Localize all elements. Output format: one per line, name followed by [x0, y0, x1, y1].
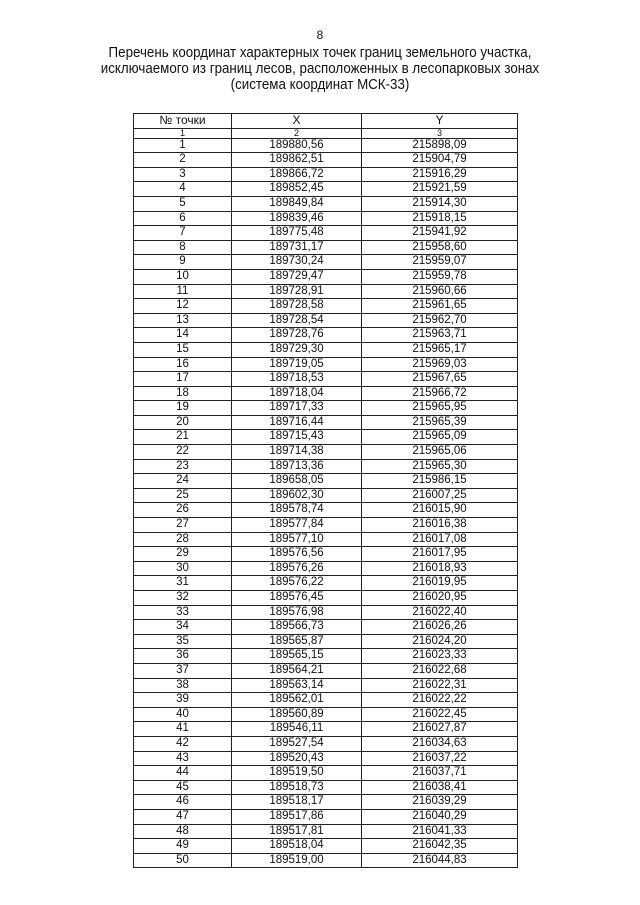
- index-cell: 3: [362, 128, 518, 138]
- x-coordinate-cell: 189728,91: [232, 284, 362, 299]
- point-number-cell: 42: [134, 736, 232, 751]
- point-number-cell: 15: [134, 342, 232, 357]
- x-coordinate-cell: 189519,50: [232, 766, 362, 781]
- point-number-cell: 25: [134, 488, 232, 503]
- point-number-cell: 20: [134, 415, 232, 430]
- point-number-cell: 3: [134, 167, 232, 182]
- table-row: [134, 328, 518, 343]
- x-coordinate-cell: 189578,74: [232, 503, 362, 518]
- point-number-cell: 32: [134, 591, 232, 606]
- table-row: [134, 751, 518, 766]
- y-coordinate-cell: 216038,41: [362, 780, 518, 795]
- x-coordinate-cell: 189560,89: [232, 707, 362, 722]
- point-number-cell: 16: [134, 357, 232, 372]
- table-row: [134, 240, 518, 255]
- table-row: [134, 474, 518, 489]
- table-row: [134, 591, 518, 606]
- table-row: [134, 693, 518, 708]
- y-coordinate-cell: 216039,29: [362, 795, 518, 810]
- x-coordinate-cell: 189576,45: [232, 591, 362, 606]
- point-number-cell: 19: [134, 401, 232, 416]
- y-coordinate-cell: 215959,07: [362, 255, 518, 270]
- table-row: [134, 620, 518, 635]
- point-number-cell: 23: [134, 459, 232, 474]
- table-row: [134, 809, 518, 824]
- table-row: [134, 853, 518, 868]
- table-row: [134, 634, 518, 649]
- y-coordinate-cell: 215967,65: [362, 372, 518, 387]
- table-row: [134, 313, 518, 328]
- x-coordinate-cell: 189714,38: [232, 445, 362, 460]
- x-coordinate-cell: 189713,36: [232, 459, 362, 474]
- point-number-cell: 13: [134, 313, 232, 328]
- point-number-cell: 5: [134, 196, 232, 211]
- x-coordinate-cell: 189518,17: [232, 795, 362, 810]
- y-coordinate-cell: 215965,06: [362, 445, 518, 460]
- y-coordinate-cell: 216022,22: [362, 693, 518, 708]
- point-number-cell: 27: [134, 518, 232, 533]
- table-row: [134, 415, 518, 430]
- point-number-cell: 45: [134, 780, 232, 795]
- y-coordinate-cell: 216007,25: [362, 488, 518, 503]
- point-number-cell: 36: [134, 649, 232, 664]
- x-coordinate-cell: 189716,44: [232, 415, 362, 430]
- point-number-cell: 30: [134, 561, 232, 576]
- table-row: [134, 386, 518, 401]
- point-number-cell: 4: [134, 182, 232, 197]
- y-coordinate-cell: 215965,30: [362, 459, 518, 474]
- x-coordinate-cell: 189519,00: [232, 853, 362, 868]
- point-number-cell: 50: [134, 853, 232, 868]
- y-coordinate-cell: 216022,68: [362, 663, 518, 678]
- x-coordinate-cell: 189729,47: [232, 269, 362, 284]
- y-coordinate-cell: 216015,90: [362, 503, 518, 518]
- x-coordinate-cell: 189728,58: [232, 299, 362, 314]
- title-line-1: Перечень координат характерных точек границ земельного участка,: [108, 45, 532, 61]
- y-coordinate-cell: 216037,22: [362, 751, 518, 766]
- x-coordinate-cell: 189866,72: [232, 167, 362, 182]
- table-row: [134, 503, 518, 518]
- table-row: [134, 795, 518, 810]
- table-row: [134, 372, 518, 387]
- y-coordinate-cell: 215914,30: [362, 196, 518, 211]
- x-coordinate-cell: 189715,43: [232, 430, 362, 445]
- y-coordinate-cell: 216024,20: [362, 634, 518, 649]
- table-row: [134, 342, 518, 357]
- title-line-2: исключаемого из границ лесов, расположенных в лесопарковых зонах: [100, 61, 540, 77]
- x-coordinate-cell: 189658,05: [232, 474, 362, 489]
- point-number-cell: 38: [134, 678, 232, 693]
- y-coordinate-cell: 215916,29: [362, 167, 518, 182]
- table-row: [134, 430, 518, 445]
- x-coordinate-cell: 189566,73: [232, 620, 362, 635]
- point-number-cell: 29: [134, 547, 232, 562]
- x-coordinate-cell: 189577,10: [232, 532, 362, 547]
- point-number-cell: 43: [134, 751, 232, 766]
- point-number-cell: 46: [134, 795, 232, 810]
- point-number-cell: 49: [134, 839, 232, 854]
- x-coordinate-cell: 189518,04: [232, 839, 362, 854]
- table-row: [134, 780, 518, 795]
- point-number-cell: 12: [134, 299, 232, 314]
- y-coordinate-cell: 216044,83: [362, 853, 518, 868]
- table-row: [134, 576, 518, 591]
- x-coordinate-cell: 189717,33: [232, 401, 362, 416]
- x-coordinate-cell: 189728,54: [232, 313, 362, 328]
- table-row: [134, 532, 518, 547]
- point-number-cell: 24: [134, 474, 232, 489]
- point-number-cell: 9: [134, 255, 232, 270]
- y-coordinate-cell: 215965,39: [362, 415, 518, 430]
- y-coordinate-cell: 216022,31: [362, 678, 518, 693]
- x-coordinate-cell: 189729,30: [232, 342, 362, 357]
- coordinates-table: [133, 113, 518, 868]
- x-coordinate-cell: 189562,01: [232, 693, 362, 708]
- title-line-3: (система координат МСК-33): [230, 77, 410, 93]
- y-coordinate-cell: 216016,38: [362, 518, 518, 533]
- point-number-cell: 34: [134, 620, 232, 635]
- x-coordinate-cell: 189730,24: [232, 255, 362, 270]
- y-coordinate-cell: 215959,78: [362, 269, 518, 284]
- y-coordinate-cell: 215941,92: [362, 226, 518, 241]
- table-row: [134, 663, 518, 678]
- y-coordinate-cell: 215960,66: [362, 284, 518, 299]
- index-cell: 1: [134, 128, 232, 138]
- point-number-cell: 40: [134, 707, 232, 722]
- table-header-row: [134, 114, 518, 129]
- point-number-cell: 41: [134, 722, 232, 737]
- table-row: [134, 707, 518, 722]
- table-row: [134, 518, 518, 533]
- table-row: [134, 401, 518, 416]
- x-coordinate-cell: 189577,84: [232, 518, 362, 533]
- point-number-cell: 6: [134, 211, 232, 226]
- x-coordinate-cell: 189602,30: [232, 488, 362, 503]
- table-row: [134, 153, 518, 168]
- point-number-cell: 31: [134, 576, 232, 591]
- y-coordinate-cell: 216042,35: [362, 839, 518, 854]
- x-coordinate-cell: 189719,05: [232, 357, 362, 372]
- x-coordinate-cell: 189520,43: [232, 751, 362, 766]
- y-coordinate-cell: 215986,15: [362, 474, 518, 489]
- x-coordinate-cell: 189564,21: [232, 663, 362, 678]
- point-number-cell: 7: [134, 226, 232, 241]
- table-row: [134, 736, 518, 751]
- y-coordinate-cell: 215965,95: [362, 401, 518, 416]
- index-cell: 2: [232, 128, 362, 138]
- point-number-cell: 10: [134, 269, 232, 284]
- x-coordinate-cell: 189517,81: [232, 824, 362, 839]
- x-coordinate-cell: 189576,26: [232, 561, 362, 576]
- header-x: X: [232, 114, 362, 129]
- y-coordinate-cell: 216018,93: [362, 561, 518, 576]
- table-row: [134, 649, 518, 664]
- point-number-cell: 39: [134, 693, 232, 708]
- point-number-cell: 28: [134, 532, 232, 547]
- y-coordinate-cell: 216041,33: [362, 824, 518, 839]
- y-coordinate-cell: 216020,95: [362, 591, 518, 606]
- table-row: [134, 445, 518, 460]
- point-number-cell: 14: [134, 328, 232, 343]
- x-coordinate-cell: 189563,14: [232, 678, 362, 693]
- header-y: Y: [362, 114, 518, 129]
- x-coordinate-cell: 189839,46: [232, 211, 362, 226]
- table-row: [134, 547, 518, 562]
- x-coordinate-cell: 189546,11: [232, 722, 362, 737]
- x-coordinate-cell: 189565,87: [232, 634, 362, 649]
- header-point-number: № точки: [134, 114, 232, 129]
- table-row: [134, 167, 518, 182]
- point-number-cell: 22: [134, 445, 232, 460]
- x-coordinate-cell: 189576,22: [232, 576, 362, 591]
- y-coordinate-cell: 216017,95: [362, 547, 518, 562]
- x-coordinate-cell: 189718,53: [232, 372, 362, 387]
- point-number-cell: 48: [134, 824, 232, 839]
- y-coordinate-cell: 215962,70: [362, 313, 518, 328]
- table-row: [134, 824, 518, 839]
- point-number-cell: 33: [134, 605, 232, 620]
- table-row: [134, 561, 518, 576]
- table-body: [134, 138, 518, 868]
- point-number-cell: 8: [134, 240, 232, 255]
- page-number: 8: [316, 28, 324, 42]
- y-coordinate-cell: 215961,65: [362, 299, 518, 314]
- y-coordinate-cell: 216022,45: [362, 707, 518, 722]
- y-coordinate-cell: 215965,09: [362, 430, 518, 445]
- table-row: [134, 605, 518, 620]
- point-number-cell: 18: [134, 386, 232, 401]
- x-coordinate-cell: 189731,17: [232, 240, 362, 255]
- table-index-row: [134, 128, 518, 138]
- table-row: [134, 182, 518, 197]
- table-row: [134, 299, 518, 314]
- table-row: [134, 357, 518, 372]
- x-coordinate-cell: 189576,98: [232, 605, 362, 620]
- y-coordinate-cell: 216026,26: [362, 620, 518, 635]
- point-number-cell: 44: [134, 766, 232, 781]
- y-coordinate-cell: 216022,40: [362, 605, 518, 620]
- x-coordinate-cell: 189862,51: [232, 153, 362, 168]
- table-row: [134, 138, 518, 153]
- y-coordinate-cell: 216017,08: [362, 532, 518, 547]
- y-coordinate-cell: 215963,71: [362, 328, 518, 343]
- y-coordinate-cell: 216019,95: [362, 576, 518, 591]
- table-row: [134, 269, 518, 284]
- y-coordinate-cell: 216040,29: [362, 809, 518, 824]
- y-coordinate-cell: 215898,09: [362, 138, 518, 153]
- x-coordinate-cell: 189880,56: [232, 138, 362, 153]
- y-coordinate-cell: 215969,03: [362, 357, 518, 372]
- point-number-cell: 35: [134, 634, 232, 649]
- y-coordinate-cell: 215965,17: [362, 342, 518, 357]
- y-coordinate-cell: 216023,33: [362, 649, 518, 664]
- y-coordinate-cell: 216034,63: [362, 736, 518, 751]
- table-row: [134, 488, 518, 503]
- table-row: [134, 722, 518, 737]
- point-number-cell: 37: [134, 663, 232, 678]
- y-coordinate-cell: 215904,79: [362, 153, 518, 168]
- table-row: [134, 226, 518, 241]
- point-number-cell: 47: [134, 809, 232, 824]
- x-coordinate-cell: 189852,45: [232, 182, 362, 197]
- y-coordinate-cell: 215918,15: [362, 211, 518, 226]
- table-row: [134, 459, 518, 474]
- y-coordinate-cell: 215921,59: [362, 182, 518, 197]
- table-row: [134, 766, 518, 781]
- point-number-cell: 26: [134, 503, 232, 518]
- table-row: [134, 196, 518, 211]
- x-coordinate-cell: 189728,76: [232, 328, 362, 343]
- table-row: [134, 839, 518, 854]
- y-coordinate-cell: 216027,87: [362, 722, 518, 737]
- y-coordinate-cell: 215966,72: [362, 386, 518, 401]
- y-coordinate-cell: 215958,60: [362, 240, 518, 255]
- x-coordinate-cell: 189527,54: [232, 736, 362, 751]
- table-row: [134, 211, 518, 226]
- x-coordinate-cell: 189775,48: [232, 226, 362, 241]
- table-row: [134, 255, 518, 270]
- point-number-cell: 1: [134, 138, 232, 153]
- point-number-cell: 11: [134, 284, 232, 299]
- table-row: [134, 284, 518, 299]
- point-number-cell: 21: [134, 430, 232, 445]
- x-coordinate-cell: 189576,56: [232, 547, 362, 562]
- x-coordinate-cell: 189518,73: [232, 780, 362, 795]
- document-title: [81, 45, 559, 93]
- x-coordinate-cell: 189517,86: [232, 809, 362, 824]
- y-coordinate-cell: 216037,71: [362, 766, 518, 781]
- table-row: [134, 678, 518, 693]
- x-coordinate-cell: 189565,15: [232, 649, 362, 664]
- point-number-cell: 2: [134, 153, 232, 168]
- x-coordinate-cell: 189718,04: [232, 386, 362, 401]
- point-number-cell: 17: [134, 372, 232, 387]
- x-coordinate-cell: 189849,84: [232, 196, 362, 211]
